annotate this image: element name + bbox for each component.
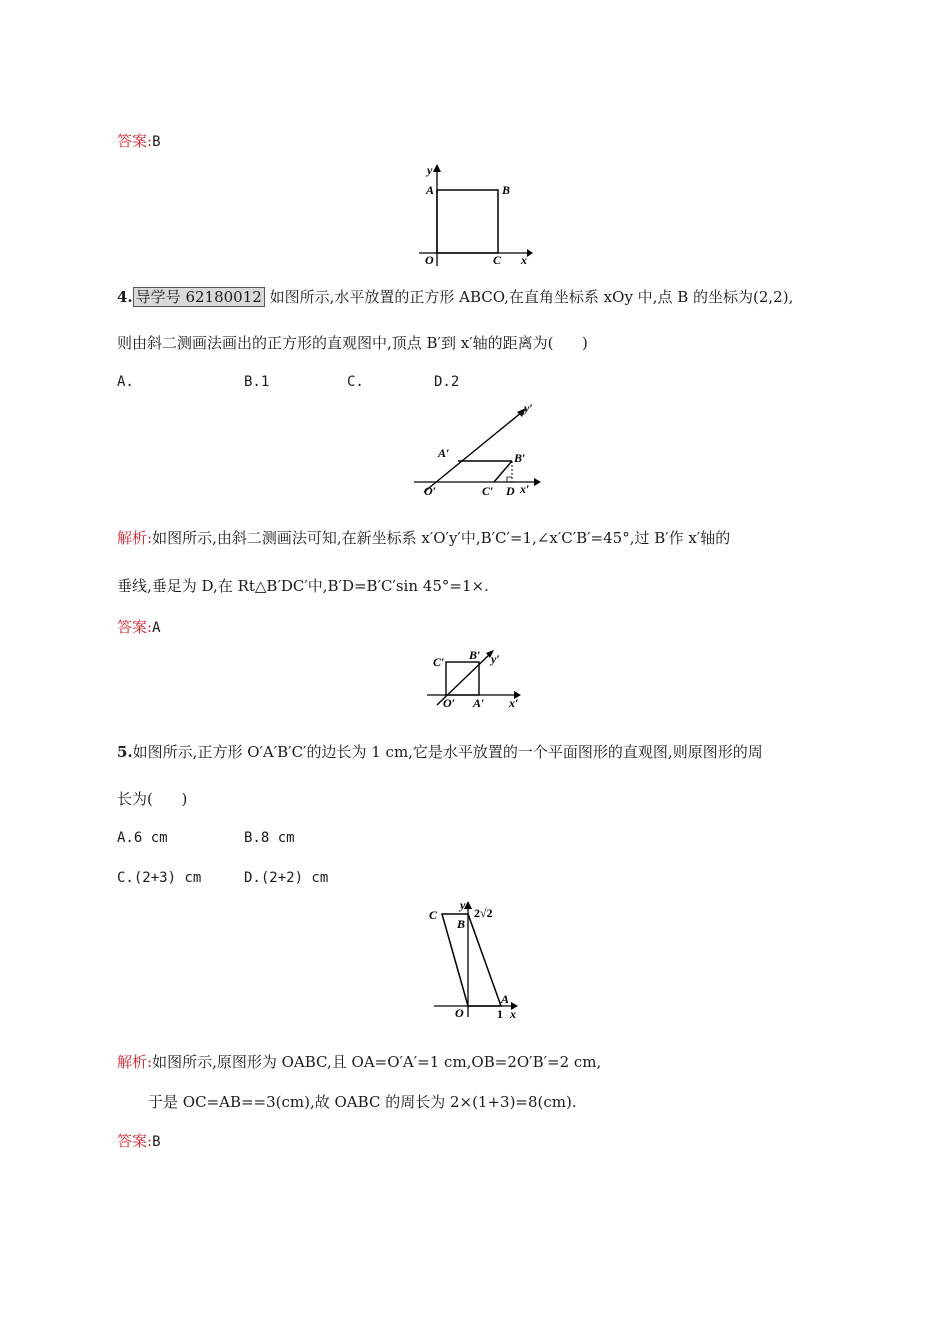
answer-line-4: 答案:A	[117, 618, 161, 636]
analysis-text: 如图所示,原图形为 OABC,且 OA=O′A′=1 cm,OB=2O′B′=2 cm,	[152, 1053, 602, 1071]
label-c: C	[429, 908, 438, 922]
label-a: A	[501, 992, 510, 1006]
option-b: B.1	[244, 374, 270, 390]
label-c-prime: C′	[433, 655, 445, 669]
figure-oblique-square	[410, 400, 550, 500]
analysis-5-line-1: 解析:如图所示,原图形为 OABC,且 OA=O′A′=1 cm,OB=2O′B′=2 cm,	[117, 1053, 602, 1071]
label-b-prime: B′	[514, 451, 526, 465]
label-y-prime: y′	[524, 401, 533, 415]
question-5-line-2: 长为( )	[117, 790, 188, 808]
label-b-prime: B′	[469, 648, 481, 662]
label-c: C	[493, 253, 502, 267]
option-a: A.	[117, 374, 134, 390]
analysis-label: 解析	[117, 1053, 148, 1071]
answer-value: B	[152, 134, 161, 150]
question-4-line-2: 则由斜二测画法画出的正方形的直观图中,顶点 B′到 x′轴的距离为( )	[117, 334, 588, 352]
answer-label: 答案	[117, 618, 148, 636]
question-text: 如图所示,水平放置的正方形 ABCO,在直角坐标系 xOy 中,点 B 的坐标为(2,2),	[269, 288, 794, 306]
label-y-prime: y′	[491, 652, 500, 666]
label-x: x	[521, 253, 527, 267]
analysis-4-line-1: 解析:如图所示,由斜二测画法可知,在新坐标系 x′O′y′中,B′C′=1,∠x′C′B′=45°,过 B′作 x′轴的	[117, 529, 731, 547]
figure-square-abco	[415, 160, 535, 270]
label-x-prime: x′	[520, 482, 530, 496]
label-d: D	[506, 484, 515, 498]
option-a: A.6 cm	[117, 830, 168, 846]
label-y: y	[460, 898, 466, 912]
label-b: B	[457, 917, 466, 931]
label-c-prime: C′	[482, 484, 494, 498]
option-d: D.(2+2) cm	[244, 870, 329, 886]
answer-line-prev: 答案:B	[117, 132, 161, 150]
analysis-5-line-2: 于是 OC=AB==3(cm),故 OABC 的周长为 2×(1+3)=8(cm).	[148, 1093, 577, 1111]
label-y: y	[427, 163, 433, 177]
label-o: O	[425, 253, 434, 267]
question-4-line-1	[117, 287, 793, 307]
label-x: x	[510, 1007, 516, 1021]
answer-label: 答案	[117, 132, 148, 150]
label-o-prime: O′	[424, 484, 437, 498]
label-a: A	[426, 183, 435, 197]
figure-original-oabc	[420, 897, 530, 1022]
label-1: 1	[497, 1007, 503, 1021]
label-o-prime: O′	[443, 696, 456, 710]
label-a-prime: A′	[438, 446, 450, 460]
label-o: O	[455, 1006, 464, 1020]
label-a-prime: A′	[473, 696, 485, 710]
option-b: B.8 cm	[244, 830, 295, 846]
analysis-text: 如图所示,由斜二测画法可知,在新坐标系 x′O′y′中,B′C′=1,∠x′C′B′=45°,过 B′作 x′轴的	[152, 529, 731, 547]
question-5-line-1	[117, 742, 763, 762]
question-tag[interactable]: 导学号 62180012	[133, 287, 265, 307]
question-text: 如图所示,正方形 O′A′B′C′的边长为 1 cm,它是水平放置的一个平面图形的直观图,则原图形的周	[132, 743, 763, 761]
figure-small-square	[425, 645, 535, 715]
answer-label: 答案	[117, 1132, 148, 1150]
answer-value: A	[152, 620, 161, 636]
answer-line-5: 答案:B	[117, 1132, 161, 1150]
analysis-label: 解析	[117, 529, 148, 547]
question-number: 4.	[117, 288, 133, 306]
answer-value: B	[152, 1134, 161, 1150]
option-d: D.2	[434, 374, 460, 390]
option-c: C.(2+3) cm	[117, 870, 202, 886]
option-c: C.	[347, 374, 364, 390]
label-b: B	[502, 183, 511, 197]
analysis-4-line-2: 垂线,垂足为 D,在 Rt△B′DC′中,B′D=B′C′sin 45°=1×.	[117, 577, 489, 595]
label-2root2: 2√2	[474, 906, 493, 920]
label-x-prime: x′	[509, 696, 519, 710]
question-number: 5.	[117, 743, 133, 761]
